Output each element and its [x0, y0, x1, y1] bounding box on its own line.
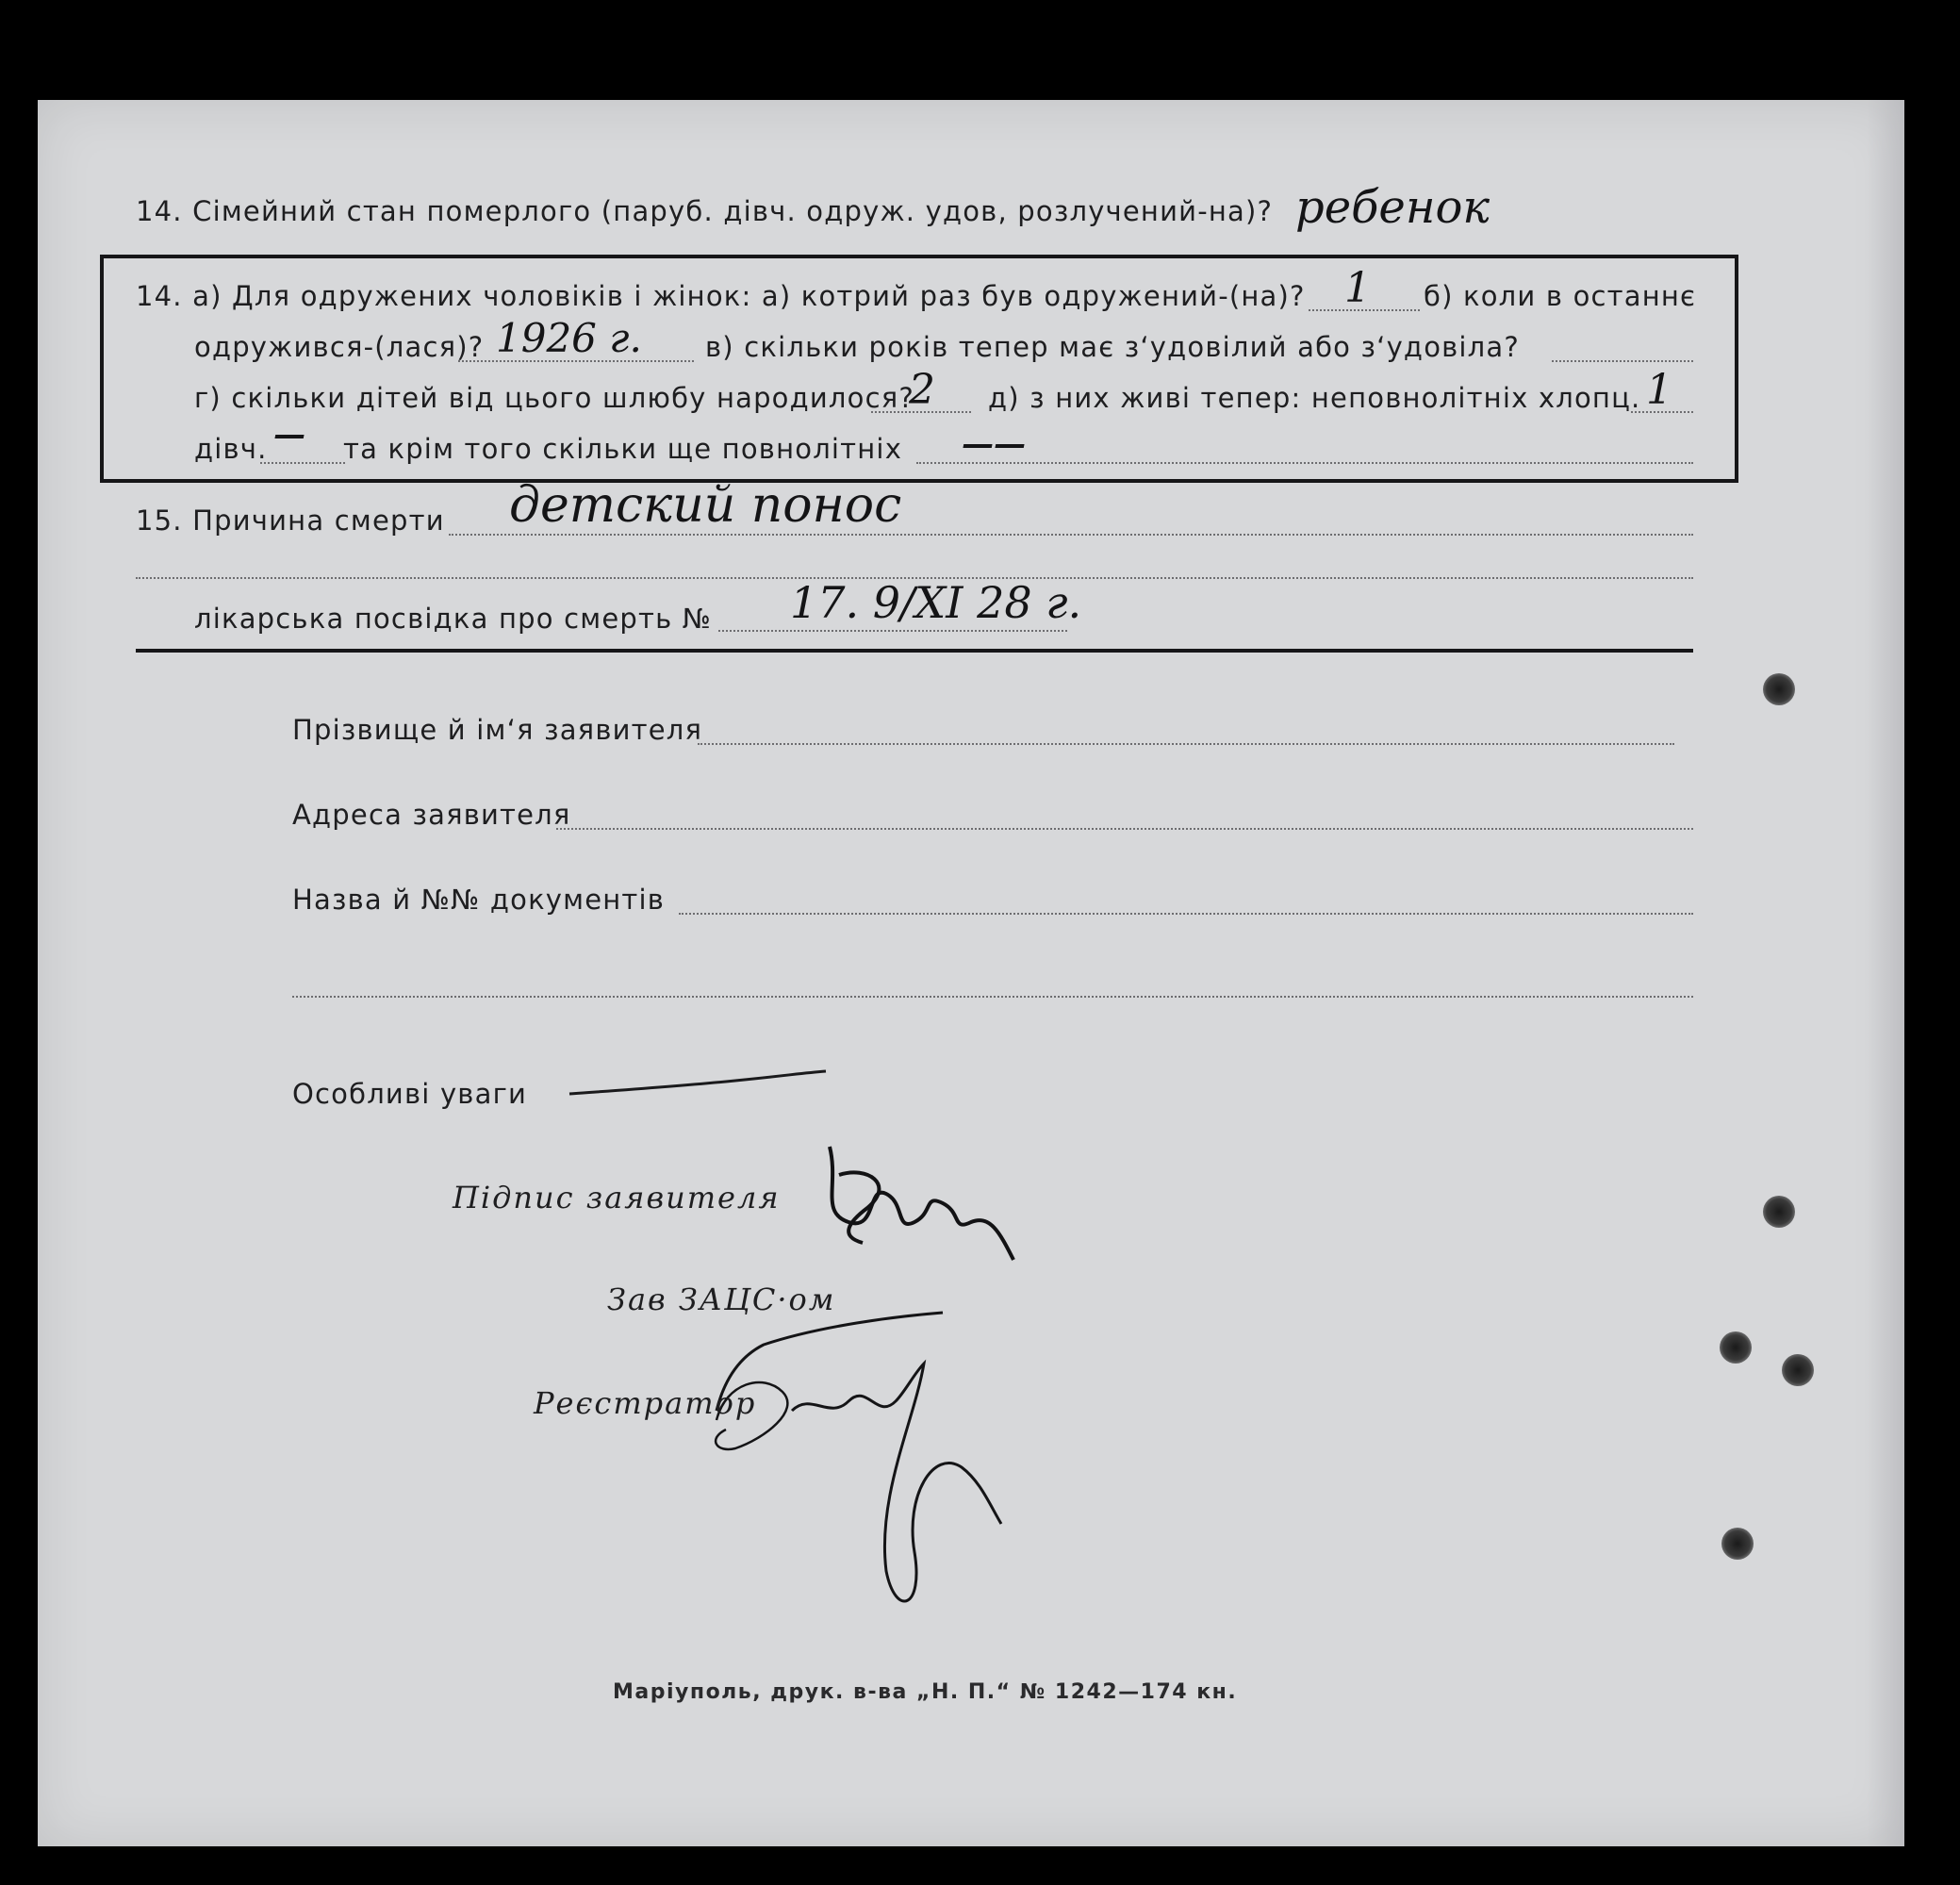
section-divider — [136, 649, 1693, 653]
handwritten-marriage-count: 1 — [1344, 264, 1371, 312]
label-head-of-registry: Зав ЗАЦС·ом — [607, 1281, 836, 1317]
label-applicant-signature: Підпис заявителя — [453, 1180, 781, 1215]
handwritten-children-born: 2 — [909, 366, 935, 414]
field-label-applicant-address: Адреса заявителя — [292, 799, 571, 831]
paper-edge-shadow — [1867, 100, 1904, 1846]
dotted-line — [292, 996, 1693, 998]
applicant-signature — [811, 1128, 1037, 1269]
handwritten-living-boys: 1 — [1646, 366, 1672, 414]
binding-hole — [1763, 673, 1795, 705]
field-label-widowed-years: в) скільки років тепер має з‘удовілий або з‘удовіла? — [705, 331, 1520, 363]
field-label-adult-children: та крім того скільки ще повнолітніх — [343, 433, 903, 465]
dotted-line — [556, 828, 1693, 830]
binding-hole — [1720, 1331, 1752, 1364]
field-label-marital-status: 14. Сімейний стан померлого (паруб. дівч. одруж. удов, розлучений-на)? — [136, 195, 1274, 227]
field-label-married-when: одружився-(лася)? — [194, 331, 485, 363]
dotted-line — [698, 743, 1674, 745]
field-label-minor-girls: дівч. — [194, 433, 268, 465]
binding-hole — [1763, 1196, 1795, 1228]
dotted-line — [1552, 360, 1693, 362]
form-sheet — [38, 100, 1904, 1846]
handwritten-certificate-number: 17. 9/XI 28 г. — [790, 577, 1082, 628]
handwritten-marital-status: ребенок — [1295, 181, 1491, 234]
handwritten-adult-children: —— — [962, 425, 1026, 463]
binding-hole — [1782, 1354, 1814, 1386]
label-registrar: Реєстратор — [534, 1385, 757, 1421]
handwritten-cause-of-death: детский понос — [509, 477, 902, 534]
registrar-signature — [707, 1307, 1009, 1628]
field-label-last-marriage: б) коли в останнє — [1424, 280, 1697, 312]
remarks-dash-stroke — [566, 1052, 830, 1109]
field-label-documents: Назва й №№ документів — [292, 884, 666, 916]
field-label-marriage-count: 14. а) Для одружених чоловіків і жінок: а) котрий раз був одружений-(на)? — [136, 280, 1306, 312]
binding-hole — [1721, 1528, 1754, 1560]
printer-imprint: Маріуполь, друк. в-ва „Н. П.“ № 1242—174 кн. — [613, 1680, 1238, 1704]
dotted-line — [718, 630, 1067, 632]
field-label-medical-certificate: лікарська посвідка про смерть № — [194, 603, 713, 635]
handwritten-marriage-year: 1926 г. — [496, 315, 642, 361]
field-label-children-born: г) скільки дітей від цього шлюбу народилося? — [194, 382, 914, 414]
dotted-line — [916, 462, 1693, 464]
field-label-remarks: Особливі уваги — [292, 1078, 528, 1110]
dotted-line — [260, 462, 345, 464]
field-label-living-minor-boys: д) з них живі тепер: неповнолітніх хлопц. — [988, 382, 1641, 414]
dotted-line — [679, 913, 1693, 915]
field-label-applicant-name: Прізвище й ім‘я заявителя — [292, 714, 703, 746]
field-label-cause-of-death: 15. Причина смерти — [136, 504, 445, 537]
dotted-line — [449, 534, 1693, 536]
handwritten-minor-girls: — — [273, 416, 305, 454]
